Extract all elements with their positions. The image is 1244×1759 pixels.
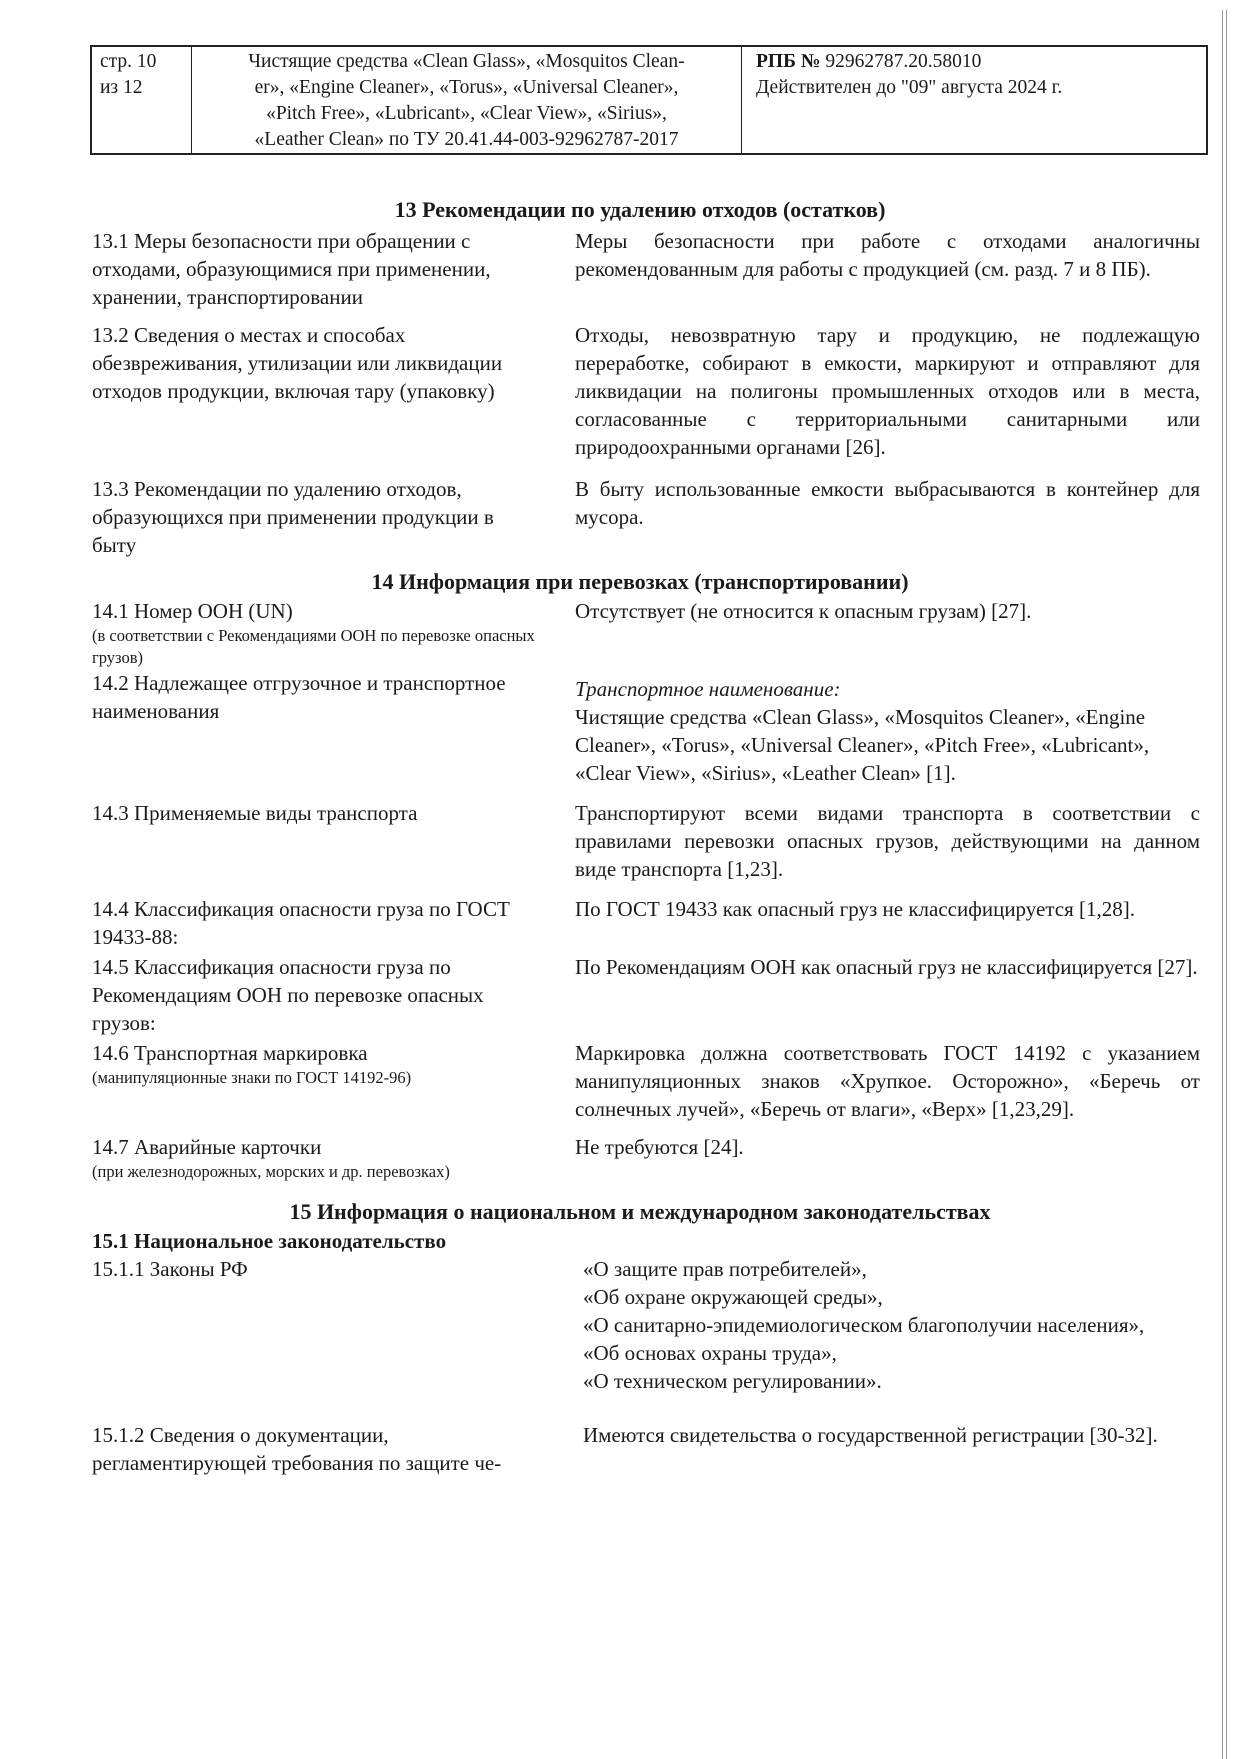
row-label-cell <box>80 1133 535 1183</box>
row-label: 14.4 Классификация опасности груза по ГОСТ 19433-88: <box>92 897 510 949</box>
section-14-row <box>80 799 1200 883</box>
law-item: «О санитарно-эпидемиологическом благополучии населения», <box>583 1313 1145 1337</box>
scan-edge-line <box>1222 10 1223 1759</box>
row-note: (при железнодорожных, морских и др. перевозках) <box>92 1162 450 1181</box>
section-13-row <box>80 227 1200 311</box>
section-15-title: 15 Информация о национальном и международном законодательствах <box>289 1199 991 1224</box>
registration-cell <box>742 47 1206 153</box>
row-label: 14.7 Аварийные карточки <box>92 1135 322 1159</box>
section-14-row <box>80 1039 1200 1123</box>
rpb-label: РПБ № <box>756 51 821 72</box>
row-label-cell <box>80 1039 535 1123</box>
row-value: Чистящие средства «Clean Glass», «Mosquitos Cleaner», «Engine Cleaner», «Torus», «Universal Cleaner», «Pitch Free», «Lubricant», «Clear View», «Sirius», «Leather Clean» [1]. <box>575 705 1150 785</box>
scan-edge-line <box>1226 10 1227 1759</box>
section-14-row <box>80 597 1200 669</box>
row-note: (манипуляционные знаки по ГОСТ 14192-96) <box>92 1068 412 1087</box>
row-label: 13.1 Меры безопасности при обращении с отходами, образующимися при применении, хранении, транспортировании <box>92 229 491 309</box>
row-label: 14.2 Надлежащее отгрузочное и транспортное наименования <box>92 671 506 723</box>
row-label: 13.2 Сведения о местах и способах обезвреживания, утилизации или ликвидации отходов продукции, включая тару (упаковку) <box>92 323 503 403</box>
row-note: (в соответствии с Рекомендациями ООН по перевозке опасных грузов) <box>92 626 535 667</box>
row-label: 13.3 Рекомендации по удалению отходов, образующихся при применении продукции в быту <box>92 477 494 557</box>
rpb-number: 92962787.20.58010 <box>825 51 982 72</box>
row-label: 14.3 Применяемые виды транспорта <box>92 801 418 825</box>
section-14-title: 14 Информация при перевозках (транспортировании) <box>371 569 909 594</box>
law-item: «Об основах охраны труда», <box>583 1341 837 1365</box>
row-value: По ГОСТ 19433 как опасный груз не классифицируется [1,28]. <box>575 897 1135 921</box>
law-item: «Об охране окружающей среды», <box>583 1285 883 1309</box>
document-body <box>80 195 1200 1477</box>
row-value: Имеются свидетельства о государственной регистрации [30-32]. <box>583 1423 1158 1447</box>
section-13-title: 13 Рекомендации по удалению отходов (остатков) <box>394 197 886 222</box>
subsection-15-1-title: 15.1 Национальное законодательство <box>92 1229 447 1253</box>
valid-until: Действителен до "09" августа 2024 г. <box>756 77 1063 98</box>
product-title-line: er», «Engine Cleaner», «Torus», «Universal Cleaner», <box>254 77 679 98</box>
row-label-cell <box>80 597 535 669</box>
page-number-cell <box>92 47 192 153</box>
section-14-row <box>80 1133 1200 1183</box>
row-value: Отходы, невозвратную тару и продукцию, не подлежащую переработке, собирают в емкости, маркируют и отправляют для ликвидации на полигоны промышленных отходов или в места, согласованные с территориальными санитарными или природоохранными органами [26]. <box>575 323 1200 459</box>
row-label: 15.1.2 Сведения о документации, регламентирующей требования по защите че- <box>92 1423 502 1475</box>
row-label: 14.5 Классификация опасности груза по Рекомендациям ООН по перевозке опасных грузов: <box>92 955 484 1035</box>
row-value: Не требуются [24]. <box>575 1135 744 1159</box>
product-title-line: Чистящие средства «Clean Glass», «Mosquitos Clean- <box>248 51 685 72</box>
section-14-row <box>80 953 1200 1037</box>
row-value: Меры безопасности при работе с отходами аналогичны рекомендованным для работы с продукцией (см. разд. 7 и 8 ПБ). <box>575 229 1200 281</box>
document-header-table <box>90 45 1208 155</box>
law-item: «О техническом регулировании». <box>583 1369 882 1393</box>
product-title-line: «Leather Clean» по ТУ 20.41.44-003-92962787-2017 <box>254 129 679 150</box>
row-label: 15.1.1 Законы РФ <box>92 1257 248 1281</box>
page-label: стр. 10 <box>100 51 157 72</box>
page-total: из 12 <box>100 77 143 98</box>
product-title-cell <box>192 47 742 153</box>
row-value: Отсутствует (не относится к опасным грузам) [27]. <box>575 599 1032 623</box>
section-15-row <box>80 1421 1200 1477</box>
row-value: В быту использованные емкости выбрасываются в контейнер для мусора. <box>575 477 1200 529</box>
row-value: Маркировка должна соответствовать ГОСТ 14192 с указанием манипуляционных знаков «Хрупкое. Осторожно», «Беречь от солнечных лучей», «Беречь от влаги», «Верх» [1,23,29]. <box>575 1041 1200 1121</box>
row-value-cell <box>535 669 1200 787</box>
row-value: Транспортируют всеми видами транспорта в соответствии с правилами перевозки опасных грузов, действующими на данном виде транспорта [1,23]. <box>575 801 1200 881</box>
section-14-row <box>80 895 1200 951</box>
product-title-line: «Pitch Free», «Lubricant», «Clear View», «Sirius», <box>266 103 667 124</box>
section-13-row <box>80 321 1200 461</box>
row-label: 14.1 Номер ООН (UN) <box>92 599 293 623</box>
section-13-row <box>80 475 1200 559</box>
row-label: 14.6 Транспортная маркировка <box>92 1041 368 1065</box>
transport-name-heading: Транспортное наименование: <box>575 677 841 701</box>
row-value: По Рекомендациям ООН как опасный груз не классифицируется [27]. <box>575 955 1198 979</box>
laws-list <box>535 1255 1200 1395</box>
law-item: «О защите прав потребителей», <box>583 1257 867 1281</box>
section-14-row <box>80 669 1200 787</box>
section-15-row <box>80 1255 1200 1395</box>
